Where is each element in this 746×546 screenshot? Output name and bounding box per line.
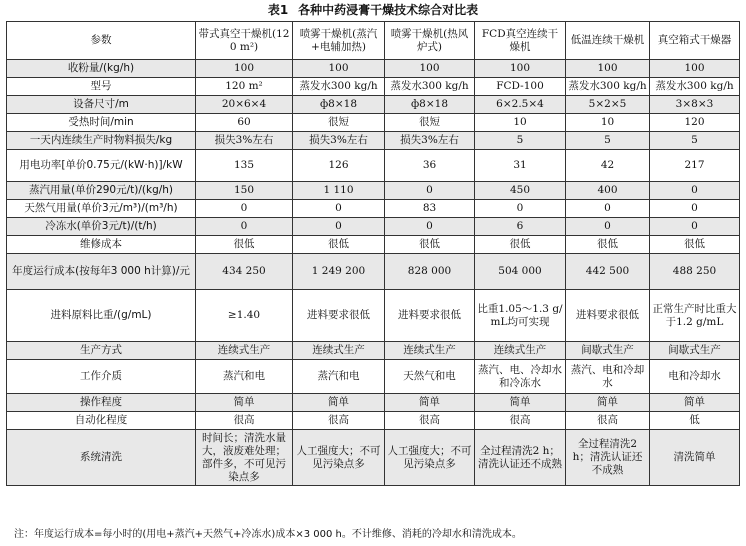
value-cell: 间歇式生产 <box>566 342 650 360</box>
value-cell: 150 <box>196 182 293 200</box>
param-cell: 冷冻水(单价3元/t)/(t/h) <box>7 218 196 236</box>
value-cell: 比重1.05～1.3 g/mL均可实现 <box>475 290 566 342</box>
value-cell: 400 <box>566 182 650 200</box>
value-cell: 120 <box>650 114 740 132</box>
table-row <box>7 182 740 200</box>
value-cell: 828 000 <box>385 254 475 290</box>
value-cell: ф8×18 <box>385 96 475 114</box>
value-cell: 31 <box>475 150 566 182</box>
value-cell: 0 <box>650 182 740 200</box>
value-cell: 很高 <box>566 412 650 430</box>
table-row <box>7 342 740 360</box>
value-cell: 很低 <box>566 236 650 254</box>
param-cell: 工作介质 <box>7 360 196 394</box>
value-cell: 100 <box>650 60 740 78</box>
table-row <box>7 412 740 430</box>
value-cell: 损失3%左右 <box>293 132 385 150</box>
value-cell: 0 <box>566 218 650 236</box>
table-row <box>7 60 740 78</box>
table-row <box>7 218 740 236</box>
value-cell: 很低 <box>650 236 740 254</box>
caption-number: 表1 <box>267 3 289 17</box>
value-cell: 1 110 <box>293 182 385 200</box>
value-cell: 蒸汽和电 <box>293 360 385 394</box>
param-cell: 天然气用量(单价3元/m³)/(m³/h) <box>7 200 196 218</box>
value-cell: 天然气和电 <box>385 360 475 394</box>
value-cell: 83 <box>385 200 475 218</box>
value-cell: 5 <box>475 132 566 150</box>
value-cell: 6×2.5×4 <box>475 96 566 114</box>
value-cell: 很高 <box>385 412 475 430</box>
value-cell: 0 <box>566 200 650 218</box>
value-cell: 很低 <box>196 236 293 254</box>
value-cell: 连续式生产 <box>385 342 475 360</box>
value-cell: 正常生产时比重大于1.2 g/mL <box>650 290 740 342</box>
value-cell: 442 500 <box>566 254 650 290</box>
value-cell: 504 000 <box>475 254 566 290</box>
value-cell: 很低 <box>293 236 385 254</box>
comparison-table <box>6 21 740 486</box>
value-cell: 126 <box>293 150 385 182</box>
caption-title: 各种中药浸膏干燥技术综合对比表 <box>298 3 479 17</box>
value-cell: 全过程清洗2 h；清洗认证还不成熟 <box>566 430 650 486</box>
value-cell: 蒸发水300 kg/h <box>650 78 740 96</box>
value-cell: 很短 <box>293 114 385 132</box>
table-row <box>7 430 740 486</box>
header-cell: FCD真空连续干燥机 <box>475 22 566 60</box>
value-cell: 简单 <box>475 394 566 412</box>
table-row <box>7 254 740 290</box>
table-row <box>7 236 740 254</box>
value-cell: 100 <box>293 60 385 78</box>
value-cell: 很短 <box>385 114 475 132</box>
header-row <box>7 22 740 60</box>
table-caption <box>0 2 746 18</box>
value-cell: 蒸发水300 kg/h <box>385 78 475 96</box>
table-row <box>7 394 740 412</box>
table-row <box>7 114 740 132</box>
value-cell: 450 <box>475 182 566 200</box>
value-cell: 蒸汽和电 <box>196 360 293 394</box>
value-cell: 进料要求很低 <box>566 290 650 342</box>
value-cell: 0 <box>475 200 566 218</box>
value-cell: FCD-100 <box>475 78 566 96</box>
table-row <box>7 290 740 342</box>
value-cell: 42 <box>566 150 650 182</box>
value-cell: 6 <box>475 218 566 236</box>
value-cell: 0 <box>650 218 740 236</box>
value-cell: 0 <box>196 200 293 218</box>
value-cell: 电和冷却水 <box>650 360 740 394</box>
header-cell: 参数 <box>7 22 196 60</box>
value-cell: 5 <box>566 132 650 150</box>
param-cell: 设备尺寸/m <box>7 96 196 114</box>
param-cell: 生产方式 <box>7 342 196 360</box>
value-cell: 0 <box>293 218 385 236</box>
value-cell: 很低 <box>475 236 566 254</box>
param-cell: 系统清洗 <box>7 430 196 486</box>
value-cell: 10 <box>475 114 566 132</box>
value-cell: 很低 <box>385 236 475 254</box>
value-cell: 3×8×3 <box>650 96 740 114</box>
value-cell: 损失3%左右 <box>385 132 475 150</box>
value-cell: 简单 <box>196 394 293 412</box>
value-cell: 很高 <box>475 412 566 430</box>
value-cell: 很高 <box>196 412 293 430</box>
value-cell: 100 <box>196 60 293 78</box>
value-cell: 5 <box>650 132 740 150</box>
value-cell: 488 250 <box>650 254 740 290</box>
param-cell: 维修成本 <box>7 236 196 254</box>
value-cell: ≥1.40 <box>196 290 293 342</box>
value-cell: 很高 <box>293 412 385 430</box>
value-cell: 100 <box>475 60 566 78</box>
value-cell: 5×2×5 <box>566 96 650 114</box>
param-cell: 年度运行成本(按每年3 000 h计算)/元 <box>7 254 196 290</box>
value-cell: 36 <box>385 150 475 182</box>
param-cell: 收粉量/(kg/h) <box>7 60 196 78</box>
value-cell: 0 <box>650 200 740 218</box>
value-cell: ф8×18 <box>293 96 385 114</box>
value-cell: 135 <box>196 150 293 182</box>
value-cell: 20×6×4 <box>196 96 293 114</box>
value-cell: 简单 <box>566 394 650 412</box>
value-cell: 60 <box>196 114 293 132</box>
value-cell: 0 <box>196 218 293 236</box>
header-cell: 真空箱式干燥器 <box>650 22 740 60</box>
param-cell: 受热时间/min <box>7 114 196 132</box>
value-cell: 0 <box>385 182 475 200</box>
param-cell: 型号 <box>7 78 196 96</box>
value-cell: 蒸汽、电、冷却水和冷冻水 <box>475 360 566 394</box>
header-cell: 喷雾干燥机(蒸汽+电辅加热) <box>293 22 385 60</box>
table-row <box>7 150 740 182</box>
param-cell: 操作程度 <box>7 394 196 412</box>
value-cell: 蒸发水300 kg/h <box>566 78 650 96</box>
table-row <box>7 132 740 150</box>
value-cell: 0 <box>385 218 475 236</box>
table-body <box>7 60 740 486</box>
table-row <box>7 360 740 394</box>
value-cell: 0 <box>293 200 385 218</box>
value-cell: 蒸汽、电和冷却水 <box>566 360 650 394</box>
table-row <box>7 96 740 114</box>
table-note: 注：年度运行成本=每小时的(用电+蒸汽+天然气+冷冻水)成本×3 000 h。不计维修、消耗的冷却水和清洗成本。 <box>14 529 522 540</box>
value-cell: 100 <box>385 60 475 78</box>
value-cell: 清洗简单 <box>650 430 740 486</box>
value-cell: 1 249 200 <box>293 254 385 290</box>
value-cell: 连续式生产 <box>475 342 566 360</box>
value-cell: 连续式生产 <box>196 342 293 360</box>
value-cell: 10 <box>566 114 650 132</box>
value-cell: 进料要求很低 <box>293 290 385 342</box>
value-cell: 蒸发水300 kg/h <box>293 78 385 96</box>
value-cell: 217 <box>650 150 740 182</box>
value-cell: 人工强度大；不可见污染点多 <box>293 430 385 486</box>
value-cell: 全过程清洗2 h；清洗认证还不成熟 <box>475 430 566 486</box>
value-cell: 简单 <box>650 394 740 412</box>
param-cell: 进料原料比重/(g/mL) <box>7 290 196 342</box>
value-cell: 120 m² <box>196 78 293 96</box>
value-cell: 低 <box>650 412 740 430</box>
value-cell: 损失3%左右 <box>196 132 293 150</box>
value-cell: 进料要求很低 <box>385 290 475 342</box>
value-cell: 间歇式生产 <box>650 342 740 360</box>
header-cell: 喷雾干燥机(热风炉式) <box>385 22 475 60</box>
value-cell: 人工强度大；不可见污染点多 <box>385 430 475 486</box>
table-row <box>7 200 740 218</box>
value-cell: 434 250 <box>196 254 293 290</box>
table-row <box>7 78 740 96</box>
header-cell: 低温连续干燥机 <box>566 22 650 60</box>
param-cell: 自动化程度 <box>7 412 196 430</box>
value-cell: 连续式生产 <box>293 342 385 360</box>
param-cell: 蒸汽用量(单价290元/t)/(kg/h) <box>7 182 196 200</box>
value-cell: 时间长；清洗水量大，液废难处理；部件多，不可见污染点多 <box>196 430 293 486</box>
param-cell: 一天内连续生产时物料损失/kg <box>7 132 196 150</box>
value-cell: 简单 <box>293 394 385 412</box>
value-cell: 简单 <box>385 394 475 412</box>
param-cell: 用电功率[单价0.75元/(kW·h)]/kW <box>7 150 196 182</box>
header-cell: 带式真空干燥机(120 m²) <box>196 22 293 60</box>
value-cell: 100 <box>566 60 650 78</box>
